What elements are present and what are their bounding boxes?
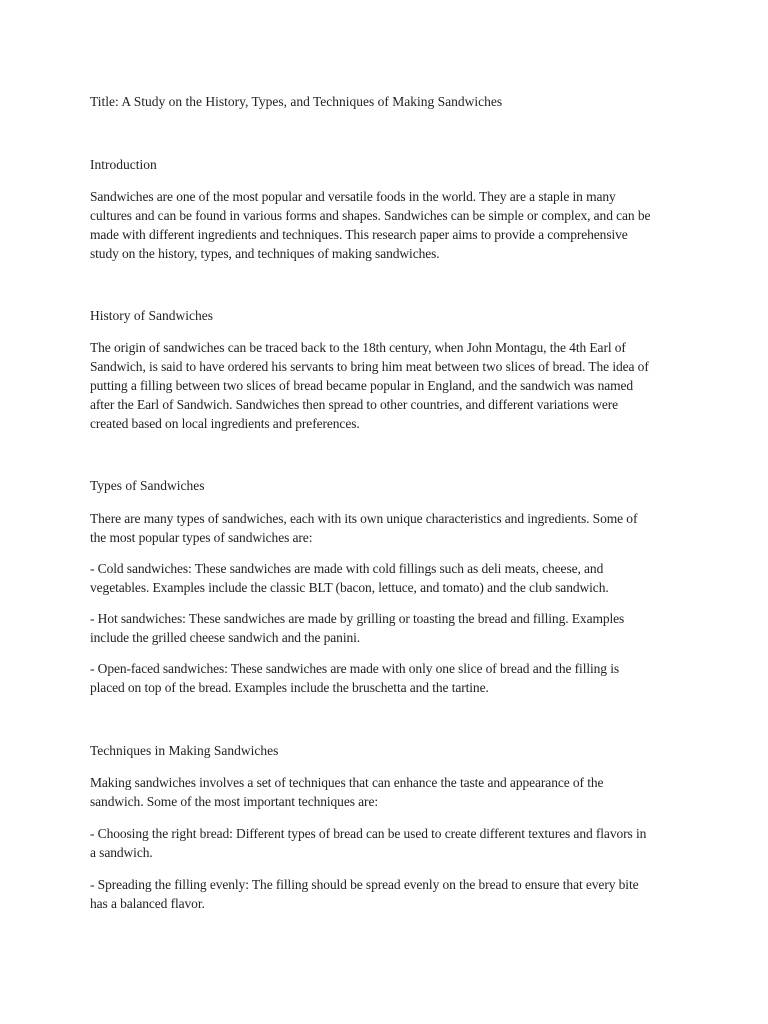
introduction-heading: Introduction (90, 157, 157, 172)
introduction-line: Sandwiches are one of the most popular and versatile foods in the world. They are a staple in many (90, 189, 616, 204)
spreading-filling-item: - Spreading the filling evenly: The filling should be spread evenly on the bread to ensure that every bite (90, 877, 639, 892)
hot-sandwiches-item: - Hot sandwiches: These sandwiches are made by grilling or toasting the bread and filling. Examples (90, 611, 625, 626)
history-line: Sandwich, is said to have ordered his servants to bring him meat between two slices of bread. The idea of (90, 359, 649, 374)
open-faced-sandwiches-item: - Open-faced sandwiches: These sandwiches are made with only one slice of bread and the filling is (90, 661, 620, 676)
cold-sandwiches-item: - Cold sandwiches: These sandwiches are made with cold fillings such as deli meats, cheese, and (90, 561, 604, 576)
open-faced-sandwiches-item: placed on top of the bread. Examples include the bruschetta and the tartine. (90, 680, 489, 695)
types-heading: Types of Sandwiches (90, 478, 205, 493)
history-line: after the Earl of Sandwich. Sandwiches then spread to other countries, and different variations were (90, 397, 619, 412)
techniques-intro-line: sandwich. Some of the most important techniques are: (90, 794, 378, 809)
techniques-intro-line: Making sandwiches involves a set of techniques that can enhance the taste and appearance of the (90, 775, 604, 790)
document-title: Title: A Study on the History, Types, and Techniques of Making Sandwiches (90, 94, 503, 109)
techniques-heading: Techniques in Making Sandwiches (90, 743, 279, 758)
spreading-filling-item: has a balanced flavor. (90, 896, 205, 911)
introduction-line: made with different ingredients and techniques. This research paper aims to provide a comprehensive (90, 227, 628, 242)
history-line: created based on local ingredients and preferences. (90, 416, 360, 431)
types-intro-line: There are many types of sandwiches, each with its own unique characteristics and ingredients. Some of (90, 511, 638, 526)
history-heading: History of Sandwiches (90, 308, 213, 323)
history-line: The origin of sandwiches can be traced back to the 18th century, when John Montagu, the 4th Earl of (90, 340, 626, 355)
history-line: putting a filling between two slices of bread became popular in England, and the sandwich was named (90, 378, 634, 393)
types-intro-line: the most popular types of sandwiches are: (90, 530, 313, 545)
hot-sandwiches-item: include the grilled cheese sandwich and the panini. (90, 630, 361, 645)
introduction-line: cultures and can be found in various forms and shapes. Sandwiches can be simple or complex, and can be (90, 208, 651, 223)
choosing-bread-item: - Choosing the right bread: Different types of bread can be used to create different textures and flavors in (90, 826, 647, 841)
introduction-line: study on the history, types, and techniques of making sandwiches. (90, 246, 440, 261)
cold-sandwiches-item: vegetables. Examples include the classic BLT (bacon, lettuce, and tomato) and the club sandwich. (90, 580, 609, 595)
choosing-bread-item: a sandwich. (90, 845, 153, 860)
